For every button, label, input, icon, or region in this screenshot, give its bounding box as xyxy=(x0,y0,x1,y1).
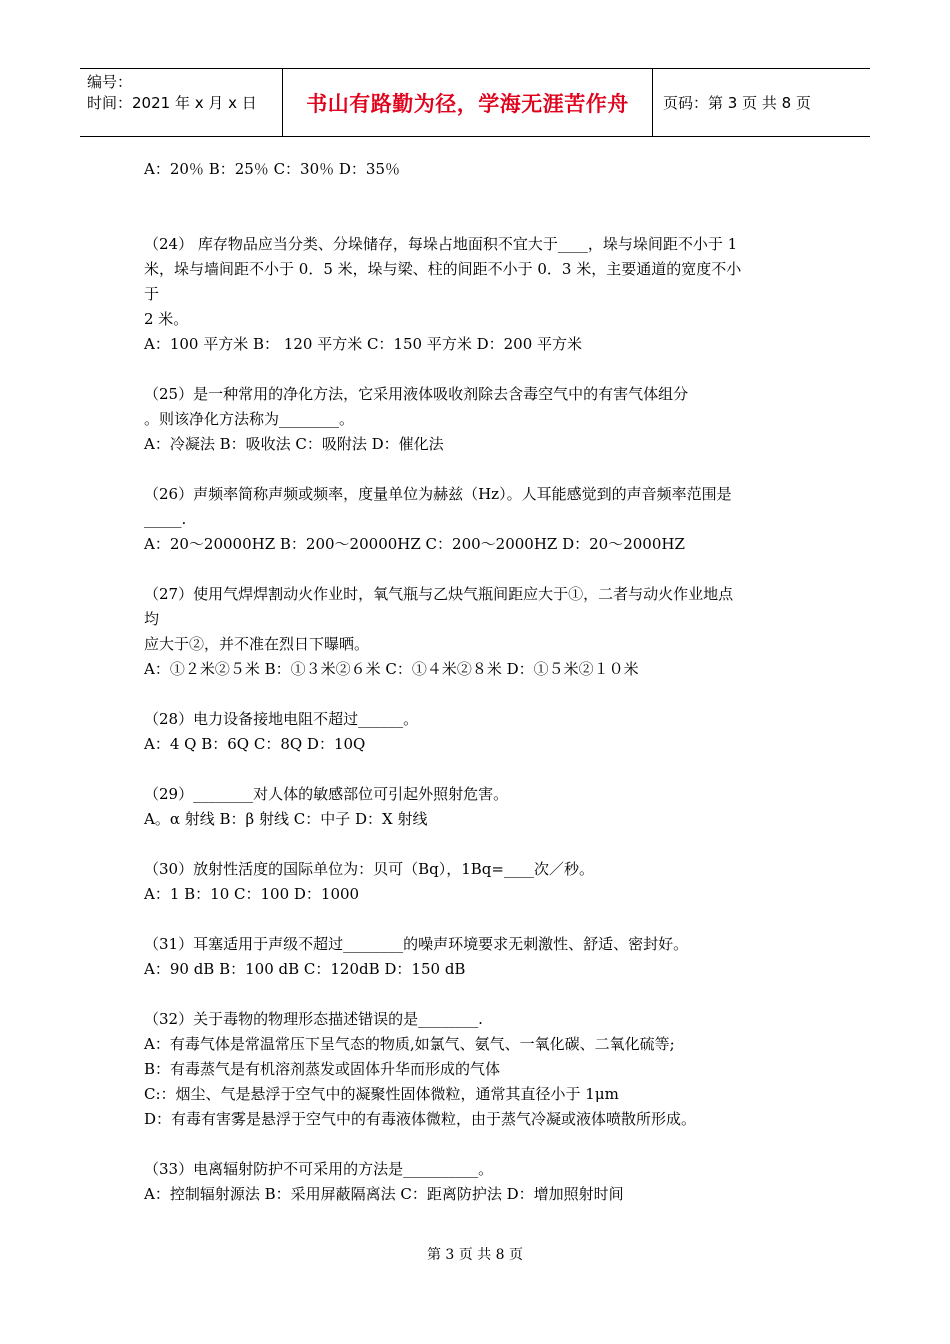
q32-option-c: C:：烟尘、气是悬浮于空气中的凝聚性固体微粒，通常其直径小于 1μm xyxy=(144,1085,619,1103)
document-body xyxy=(144,157,824,1207)
q26-options: A：20～20000HZ B：200～20000HZ C：200～2000HZ D：20～2000HZ xyxy=(144,535,685,553)
q30-options: A：1 B：10 C：100 D：1000 xyxy=(144,885,360,903)
q25-text-1: （25）是一种常用的净化方法，它采用液体吸收剂除去含毒空气中的有害气体组分 xyxy=(144,385,689,403)
q33-text: （33）电离辐射防护不可采用的方法是__________。 xyxy=(144,1160,494,1178)
q27-text-1: （27）使用气焊焊割动火作业时，氧气瓶与乙炔气瓶间距应大于①，二者与动火作业地点 xyxy=(144,585,734,603)
header-meta xyxy=(80,69,283,136)
q27-text-3: 应大于②，并不准在烈日下曝晒。 xyxy=(144,635,370,653)
q23-options: A：20％ B：25％ C：30％ D：35％ xyxy=(144,160,401,178)
q29-text: （29）________对人体的敏感部位可引起外照射危害。 xyxy=(144,785,509,803)
q28-text: （28）电力设备接地电阻不超过______。 xyxy=(144,710,419,728)
q24-options: A：100 平方米 B： 120 平方米 C：150 平方米 D：200 平方米 xyxy=(144,335,583,353)
q27-options: A：①２米②５米 B：①３米②６米 C：①４米②８米 D：①５米②１０米 xyxy=(144,660,639,678)
q26-text-1: （26）声频率简称声频或频率，度量单位为赫兹（Hz）。人耳能感觉到的声音频率范围是 xyxy=(144,485,732,503)
q32-text: （32）关于毒物的物理形态描述错误的是________. xyxy=(144,1010,483,1028)
q28-options: A：4 Q B：6Q C：8Q D：10Q xyxy=(144,735,366,753)
q33-options: A：控制辐射源法 B：采用屏蔽隔离法 C：距离防护法 D：增加照射时间 xyxy=(144,1185,624,1203)
q32-option-b: B：有毒蒸气是有机溶剂蒸发或固体升华而形成的气体 xyxy=(144,1060,501,1078)
q32-option-a: A：有毒气体是常温常压下呈气态的物质,如氯气、氨气、一氧化碳、二氧化硫等; xyxy=(144,1035,675,1053)
page-footer: 第 3 页 共 8 页 xyxy=(426,1247,524,1263)
q25-text-2: 。则该净化方法称为________。 xyxy=(144,410,355,428)
q32-option-d: D：有毒有害雾是悬浮于空气中的有毒液体微粒，由于蒸气冷凝或液体喷散所形成。 xyxy=(144,1110,697,1128)
header-page-info xyxy=(653,69,870,136)
q26-text-2: _____. xyxy=(144,510,187,528)
q24-text-4: 2 米。 xyxy=(144,310,189,328)
date-label: 时间：2021 年 x 月 x 日 xyxy=(87,94,257,112)
q31-options: A：90 dB B：100 dB C：120dB D：150 dB xyxy=(144,960,466,978)
number-label: 编号： xyxy=(87,73,133,91)
q31-text: （31）耳塞适用于声级不超过________的噪声环境要求无刺激性、舒适、密封好。 xyxy=(144,935,689,953)
q25-options: A：冷凝法 B：吸收法 C：吸附法 D：催化法 xyxy=(144,435,444,453)
q24-text-3: 于 xyxy=(144,285,160,303)
page-header xyxy=(80,68,870,137)
q27-text-2: 均 xyxy=(144,610,160,628)
page-info-text: 页码：第 3 页 共 8 页 xyxy=(663,94,811,112)
q24-text-2: 米，垛与墙间距不小于 0．5 米，垛与梁、柱的间距不小于 0．3 米，主要通道的宽度不小 xyxy=(144,260,742,278)
q30-text: （30）放射性活度的国际单位为：贝可（Bq），1Bq=____次／秒。 xyxy=(144,860,594,878)
motto-text: 书山有路勤为径，学海无涯苦作舟 xyxy=(306,91,629,116)
header-motto-cell xyxy=(283,69,653,136)
q29-options: A。α 射线 B：β 射线 C：中子 D：X 射线 xyxy=(144,810,428,828)
q24-text-1: （24） 库存物品应当分类、分垛储存，每垛占地面积不宜大于____，垛与垛间距不小于 1 xyxy=(144,235,738,253)
